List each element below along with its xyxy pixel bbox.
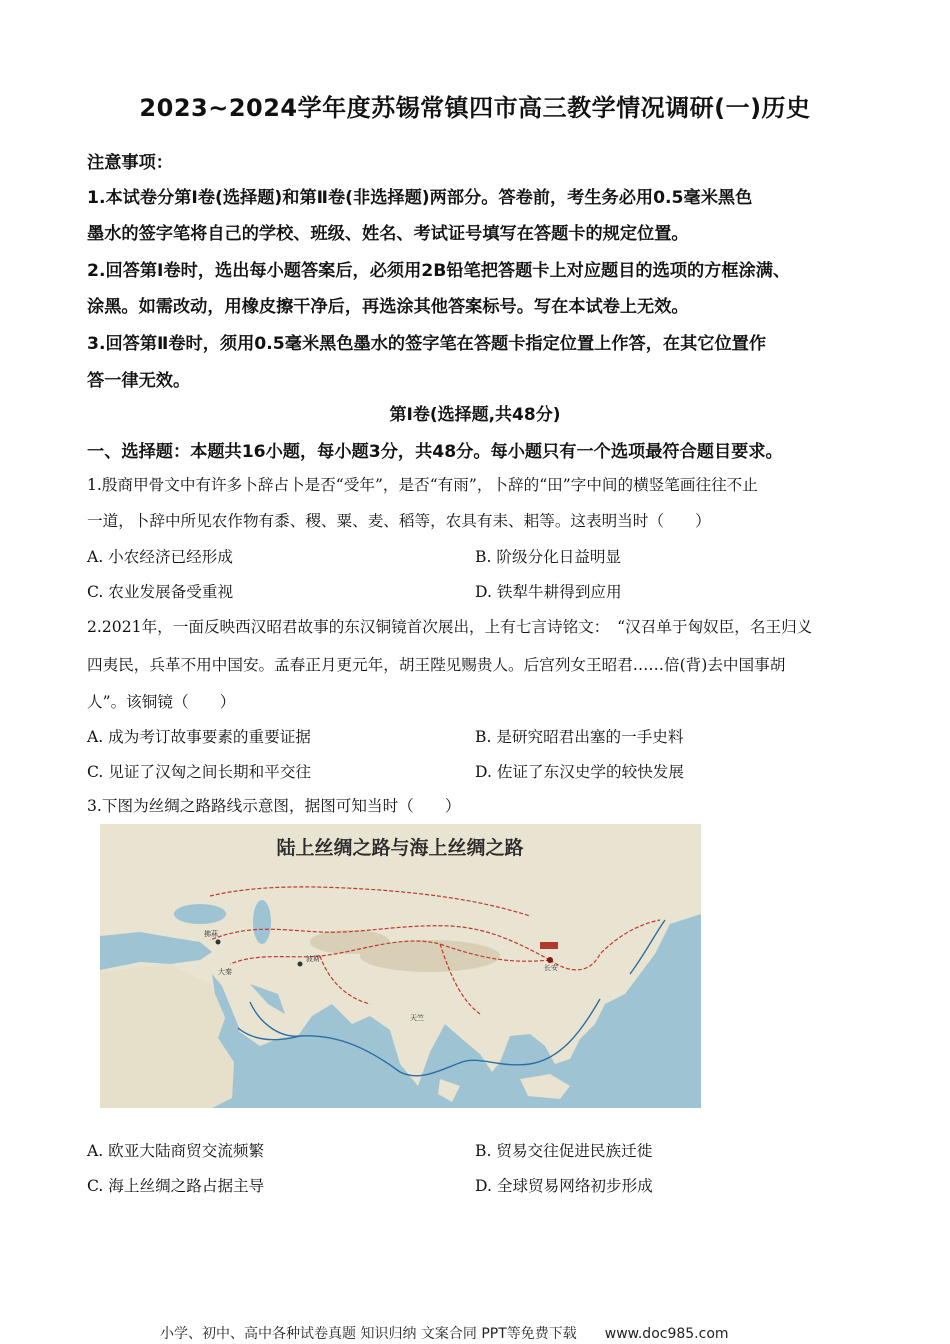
map-sea [174,904,226,924]
question-1-line: 一道，卜辞中所见农作物有黍、稷、粟、麦、稻等，农具有耒、耜等。这表明当时（ ） [87,512,711,530]
notice-heading: 注意事项： [87,153,173,173]
exam-title: 2023~2024学年度苏锡常镇四市高三教学情况调研(一)历史 [139,94,811,122]
q1-option-a: A. 小农经济已经形成 [87,548,233,566]
q3-option-c: C. 海上丝绸之路占据主导 [87,1177,265,1195]
q2-option-d: D. 佐证了东汉史学的较快发展 [475,763,684,781]
question-2-line: 四夷民，兵革不用中国安。孟春正月更元年，胡王陛见赐贵人。后宫列女王昭君……倍(背)去中国事胡 [87,656,786,674]
map-sea [253,900,271,944]
notice-line: 涂黑。如需改动，用橡皮擦干净后，再选涂其他答案标号。写在本试卷上无效。 [87,297,689,317]
question-2-line: 2.2021年，一面反映西汉昭君故事的东汉铜镜首次展出，上有七言诗铭文： “汉召单于匈奴臣，名王归义 [87,618,813,636]
q3-option-d: D. 全球贸易网络初步形成 [475,1177,653,1195]
map-label-fulin: 拂菻 [204,930,218,938]
q3-option-b: B. 贸易交往促进民族迁徙 [475,1142,653,1160]
city-marker [547,957,553,963]
question-2-line: 人”。该铜镜（ ） [87,693,236,711]
q1-option-c: C. 农业发展备受重视 [87,583,234,601]
city-marker [298,962,303,967]
notice-line: 答一律无效。 [87,371,191,391]
q1-option-d: D. 铁犁牛耕得到应用 [475,583,622,601]
section-title: 第Ⅰ卷(选择题,共48分) [389,405,561,425]
map-label-bosi: 波斯 [306,955,320,963]
map-mountain [310,930,390,954]
notice-line: 3.回答第Ⅱ卷时，须用0.5毫米黑色墨水的签字笔在答题卡指定位置上作答，在其它位置作 [87,334,767,354]
city-marker [216,940,221,945]
part-heading: 一、选择题：本题共16小题，每小题3分，共48分。每小题只有一个选项最符合题目要求。 [87,442,783,462]
page-footer: 小学、初中、高中各种试卷真题 知识归纳 文案合同 PPT等免费下载 www.doc985.com [160,1326,729,1342]
notice-line: 2.回答第Ⅰ卷时，选出每小题答案后，必须用2B铅笔把答题卡上对应题目的选项的方框涂满、 [87,261,791,281]
q3-option-a: A. 欧亚大陆商贸交流频繁 [87,1142,265,1160]
map-label-changan: 长安 [544,964,558,972]
map-label-tianzhu: 天竺 [410,1014,424,1022]
question-3-line: 3.下图为丝绸之路路线示意图，据图可知当时（ ） [87,797,461,815]
q2-option-c: C. 见证了汉匈之间长期和平交往 [87,763,312,781]
notice-line: 1.本试卷分第Ⅰ卷(选择题)和第Ⅱ卷(非选择题)两部分。答卷前，考生务必用0.5毫米黑色 [87,188,753,208]
map-title: 陆上丝绸之路与海上丝绸之路 [276,837,524,859]
question-1-line: 1.殷商甲骨文中有许多卜辞占卜是否“受年”，是否“有雨”，卜辞的“田”字中间的横竖笔画往往不止 [87,476,758,494]
q2-option-b: B. 是研究昭君出塞的一手史料 [475,728,684,746]
q2-option-a: A. 成为考订故事要素的重要证据 [87,728,311,746]
map-label-daqin: 大秦 [218,968,232,976]
q1-option-b: B. 阶级分化日益明显 [475,548,622,566]
capital-flag [540,942,558,949]
silk-road-map [100,824,701,1108]
notice-line: 墨水的签字笔将自己的学校、班级、姓名、考试证号填写在答题卡的规定位置。 [87,224,689,244]
